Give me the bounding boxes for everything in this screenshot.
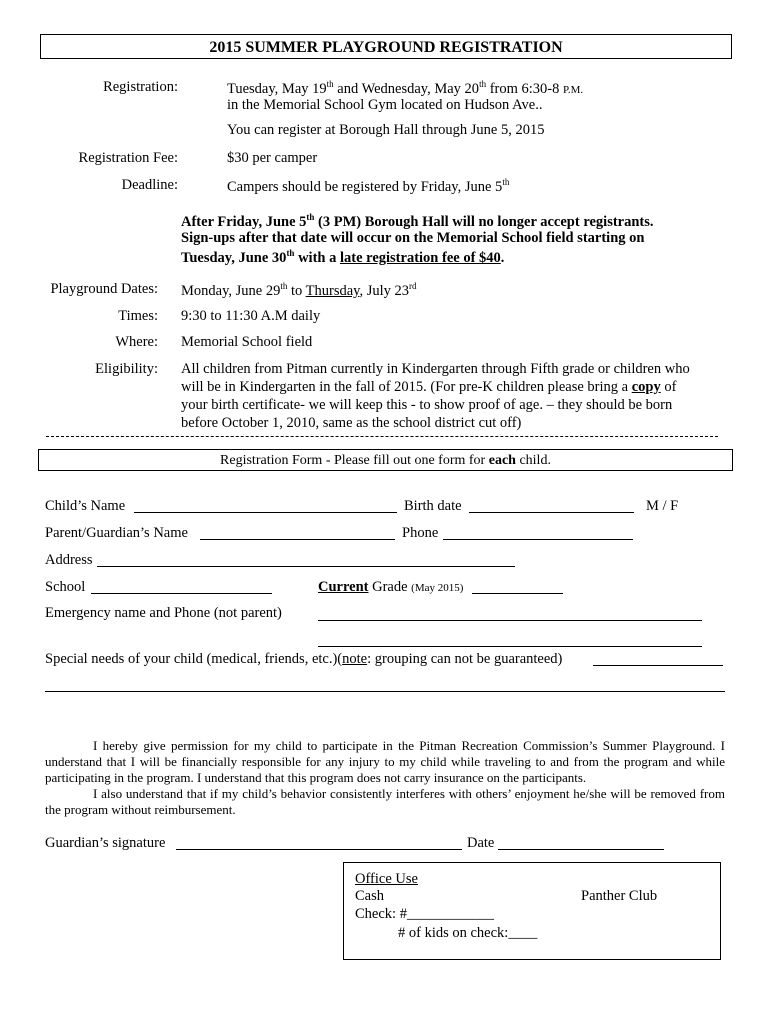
times-label: Times: bbox=[118, 308, 158, 324]
birth-date-label: Birth date bbox=[404, 498, 462, 514]
date-label: Date bbox=[467, 835, 495, 851]
address-field[interactable] bbox=[97, 566, 515, 567]
special-needs-label: Special needs of your child (medical, friends, etc.)(note: grouping can not be guaranteed) bbox=[45, 651, 563, 667]
grade-label: Current Grade (May 2015) bbox=[318, 579, 464, 595]
emergency-field-1[interactable] bbox=[318, 620, 702, 621]
emergency-label: Emergency name and Phone (not parent) bbox=[45, 605, 282, 621]
child-name-label: Child’s Name bbox=[45, 498, 126, 514]
form-header-box: Registration Form - Please fill out one form for each child. bbox=[38, 449, 733, 471]
permission-paragraph-2: I also understand that if my child’s behavior consistently interferes with others’ enjoyment he/she will be removed from the program without reimbursement. bbox=[45, 786, 725, 817]
dates-label: Playground Dates: bbox=[50, 281, 158, 297]
fee-value: $30 per camper bbox=[227, 150, 318, 166]
registration-line2: in the Memorial School Gym located on Hudson Ave.. bbox=[227, 97, 543, 113]
signature-field[interactable] bbox=[176, 849, 462, 850]
eligibility-line3: your birth certificate- we will keep this - to show proof of age. – they should be born bbox=[181, 397, 673, 413]
gender-option[interactable]: M / F bbox=[646, 498, 679, 514]
where-label: Where: bbox=[115, 334, 158, 350]
registration-line1: Tuesday, May 19th and Wednesday, May 20th from 6:30-8 P.M. bbox=[227, 79, 584, 97]
signature-label: Guardian’s signature bbox=[45, 835, 166, 851]
eligibility-line2: will be in Kindergarten in the fall of 2015. (For pre-K children please bring a copy of bbox=[181, 379, 677, 395]
deadline-label: Deadline: bbox=[121, 177, 178, 193]
parent-name-label: Parent/Guardian’s Name bbox=[45, 525, 188, 541]
notice-line3: Tuesday, June 30th with a late registration fee of $40. bbox=[181, 248, 505, 266]
registration-line3: You can register at Borough Hall through June 5, 2015 bbox=[227, 122, 545, 138]
address-label: Address bbox=[45, 552, 93, 568]
deadline-value: Campers should be registered by Friday, June 5th bbox=[227, 177, 510, 195]
page-title: 2015 SUMMER PLAYGROUND REGISTRATION bbox=[209, 39, 563, 56]
special-needs-field-1[interactable] bbox=[593, 665, 723, 666]
phone-label: Phone bbox=[402, 525, 439, 541]
where-value: Memorial School field bbox=[181, 334, 313, 350]
times-value: 9:30 to 11:30 A.M daily bbox=[181, 308, 321, 324]
date-field[interactable] bbox=[498, 849, 664, 850]
school-label: School bbox=[45, 579, 86, 595]
office-check: Check: #____________ bbox=[355, 906, 494, 922]
eligibility-label: Eligibility: bbox=[95, 361, 158, 377]
registration-label: Registration: bbox=[103, 79, 178, 95]
dates-value: Monday, June 29th to Thursday, July 23rd bbox=[181, 281, 417, 299]
office-panther-club: Panther Club bbox=[581, 888, 658, 904]
birth-date-field[interactable] bbox=[469, 512, 634, 513]
title-box bbox=[40, 34, 732, 59]
grade-field[interactable] bbox=[472, 593, 563, 594]
office-cash: Cash bbox=[355, 888, 384, 904]
permission-paragraph-1: I hereby give permission for my child to participate in the Pitman Recreation Commission’s Summer Playground. I understand that I will be financially responsible for any injury to my child while traveling to and from the program and while participating in the program. I understand that this program does not carry insurance on the participants. bbox=[45, 738, 725, 785]
school-field[interactable] bbox=[91, 593, 272, 594]
office-use-title: Office Use bbox=[355, 871, 418, 887]
cut-line bbox=[46, 436, 718, 437]
eligibility-line4: before October 1, 2010, same as the school district cut off) bbox=[181, 415, 522, 431]
special-needs-field-2[interactable] bbox=[45, 691, 725, 692]
office-kids-on-check: # of kids on check:____ bbox=[398, 925, 538, 941]
emergency-field-2[interactable] bbox=[318, 646, 702, 647]
eligibility-line1: All children from Pitman currently in Kindergarten through Fifth grade or children who bbox=[181, 361, 690, 377]
notice-line1: After Friday, June 5th (3 PM) Borough Hall will no longer accept registrants. bbox=[181, 212, 654, 230]
child-name-field[interactable] bbox=[134, 512, 397, 513]
parent-name-field[interactable] bbox=[200, 539, 395, 540]
fee-label: Registration Fee: bbox=[78, 150, 178, 166]
phone-field[interactable] bbox=[443, 539, 633, 540]
notice-line2: Sign-ups after that date will occur on the Memorial School field starting on bbox=[181, 230, 645, 246]
